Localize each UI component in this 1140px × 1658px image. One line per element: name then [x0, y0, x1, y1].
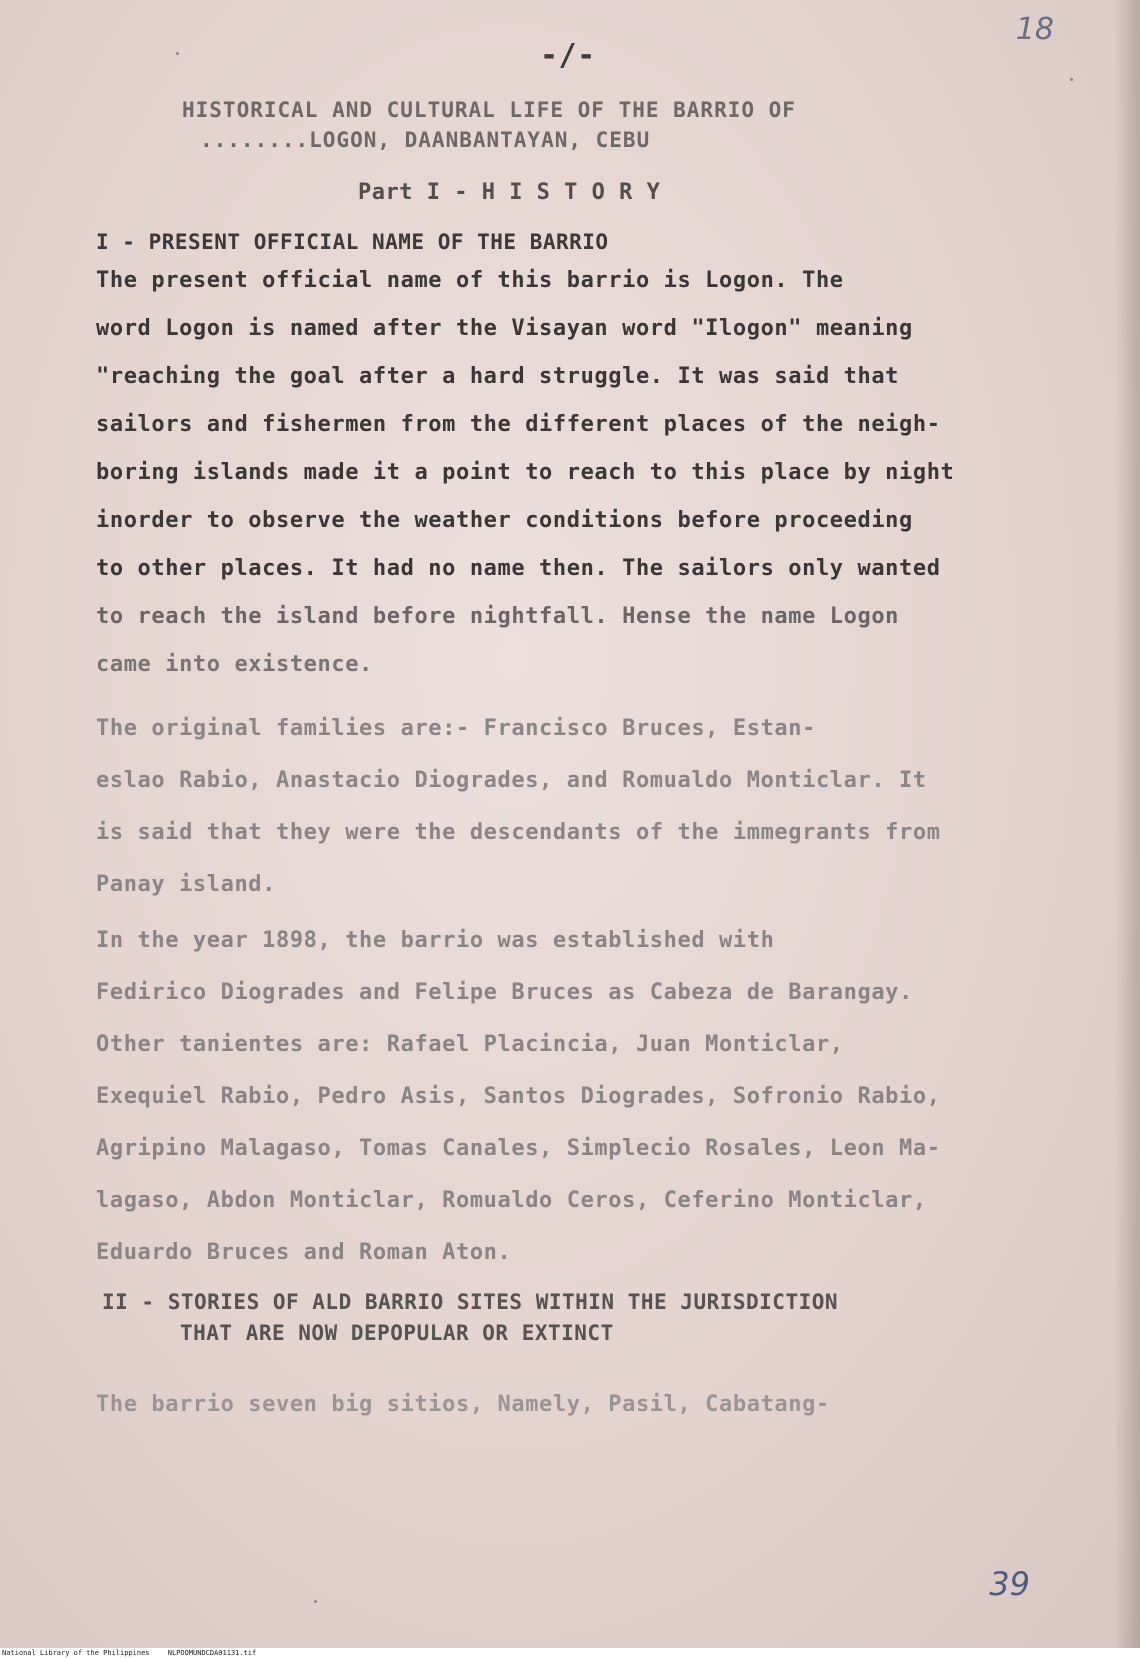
document-title-line-1: HISTORICAL AND CULTURAL LIFE OF THE BARRIO OF — [182, 98, 796, 122]
body-line: word Logon is named after the Visayan word "Ilogon" meaning — [96, 316, 913, 341]
body-line: came into existence. — [96, 652, 373, 677]
scan-footer — [0, 1648, 1140, 1658]
body-line: is said that they were the descendants of the immegrants from — [96, 820, 941, 845]
folio-number: 39 — [989, 1565, 1030, 1603]
part-heading: Part I - H I S T O R Y — [358, 180, 661, 205]
body-line: Panay island. — [96, 872, 276, 897]
body-line: lagaso, Abdon Monticlar, Romualdo Ceros, Ceferino Monticlar, — [96, 1188, 927, 1213]
document-title-line-2: ........LOGON, DAANBANTAYAN, CEBU — [200, 128, 651, 152]
section-2-heading-line-1: II - STORIES OF ALD BARRIO SITES WITHIN THE JURISDICTION — [102, 1290, 839, 1314]
body-line: The barrio seven big sitios, Namely, Pasil, Cabatang- — [96, 1392, 830, 1417]
body-line: "reaching the goal after a hard struggle. It was said that — [96, 364, 900, 389]
page-number: -/- — [540, 38, 596, 73]
body-line: to other places. It had no name then. The sailors only wanted — [96, 556, 941, 581]
body-line: inorder to observe the weather conditions before proceeding — [96, 508, 913, 533]
body-line: Eduardo Bruces and Roman Aton. — [96, 1240, 512, 1265]
body-line: Other tanientes are: Rafael Placincia, Juan Monticlar, — [96, 1032, 844, 1057]
section-2-heading-line-2: THAT ARE NOW DEPOPULAR OR EXTINCT — [180, 1321, 614, 1345]
body-line: The original families are:- Francisco Bruces, Estan- — [96, 716, 816, 741]
paper-speck — [176, 52, 179, 55]
paper-speck — [314, 1600, 317, 1603]
corner-page-number: 18 — [1015, 12, 1054, 47]
page-edge-shadow — [1114, 0, 1140, 1648]
body-line: boring islands made it a point to reach to this place by night — [96, 460, 955, 485]
footer-filename: NLPOOMUNDCDA01131.tif — [167, 1649, 257, 1657]
body-line: Exequiel Rabio, Pedro Asis, Santos Diogrades, Sofronio Rabio, — [96, 1084, 941, 1109]
body-line: eslao Rabio, Anastacio Diogrades, and Romualdo Monticlar. It — [96, 768, 927, 793]
body-line: Agripino Malagaso, Tomas Canales, Simplecio Rosales, Leon Ma- — [96, 1136, 941, 1161]
body-line: In the year 1898, the barrio was established with — [96, 928, 775, 953]
footer-library-name: National Library of the Philippines — [2, 1649, 150, 1657]
body-line: Fedirico Diogrades and Felipe Bruces as Cabeza de Barangay. — [96, 980, 913, 1005]
paper-speck — [1070, 78, 1073, 81]
body-line: to reach the island before nightfall. Hense the name Logon — [96, 604, 900, 629]
body-line: The present official name of this barrio is Logon. The — [96, 268, 844, 293]
body-line: sailors and fishermen from the different places of the neigh- — [96, 412, 941, 437]
section-1-heading: I - PRESENT OFFICIAL NAME OF THE BARRIO — [96, 230, 609, 254]
